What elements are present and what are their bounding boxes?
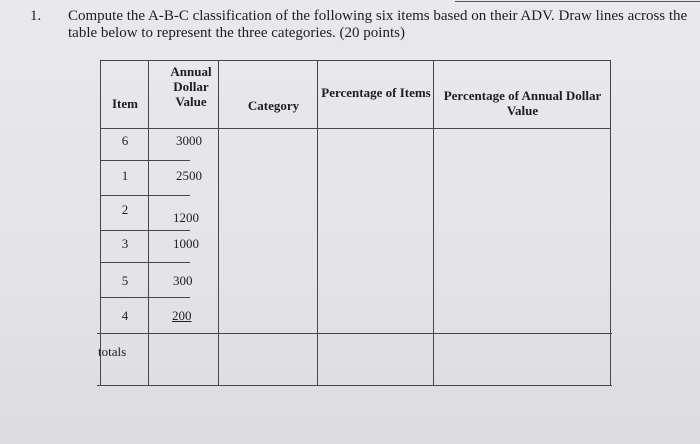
row-item: 1 xyxy=(121,168,129,183)
header-bottom-border xyxy=(100,128,610,129)
row-divider xyxy=(100,230,190,231)
header-category: Category xyxy=(247,98,300,113)
row-value: 300 xyxy=(173,273,193,288)
row-item: 2 xyxy=(121,202,129,217)
row-divider xyxy=(100,262,190,263)
question-text: Compute the A-B-C classification of the following six items based on their ADV. Draw lines across the table below to represent the three categories. (20 points) xyxy=(68,8,688,41)
row-item: 4 xyxy=(121,308,129,323)
question-number: 1. xyxy=(30,8,42,24)
header-item: Item xyxy=(112,96,138,111)
category-col-border xyxy=(317,60,318,385)
header-percentage-of-annual-dollar-value: Percentage of Annual Dollar Value xyxy=(443,88,602,118)
table-left-border xyxy=(100,60,101,385)
totals-label: totals xyxy=(98,344,127,359)
row-item: 5 xyxy=(121,273,129,288)
totals-top-border xyxy=(97,333,612,334)
row-divider xyxy=(100,195,190,196)
header-annual-dollar-value: Annual Dollar Value xyxy=(170,64,212,109)
table-top-border xyxy=(100,60,610,61)
row-value: 2500 xyxy=(176,168,202,183)
table-bottom-border xyxy=(97,385,612,386)
header-percentage-of-items: Percentage of Items xyxy=(321,85,431,100)
row-value: 3000 xyxy=(176,133,202,148)
row-divider xyxy=(100,297,190,298)
row-value: 1200 xyxy=(173,210,199,225)
pct-items-col-border xyxy=(433,60,434,385)
row-item: 6 xyxy=(121,133,129,148)
row-value: 1000 xyxy=(173,236,199,251)
row-item: 3 xyxy=(121,236,129,251)
item-col-border xyxy=(148,60,149,385)
row-divider xyxy=(100,160,190,161)
table-right-border xyxy=(610,60,611,385)
row-value: 200 xyxy=(172,308,192,323)
